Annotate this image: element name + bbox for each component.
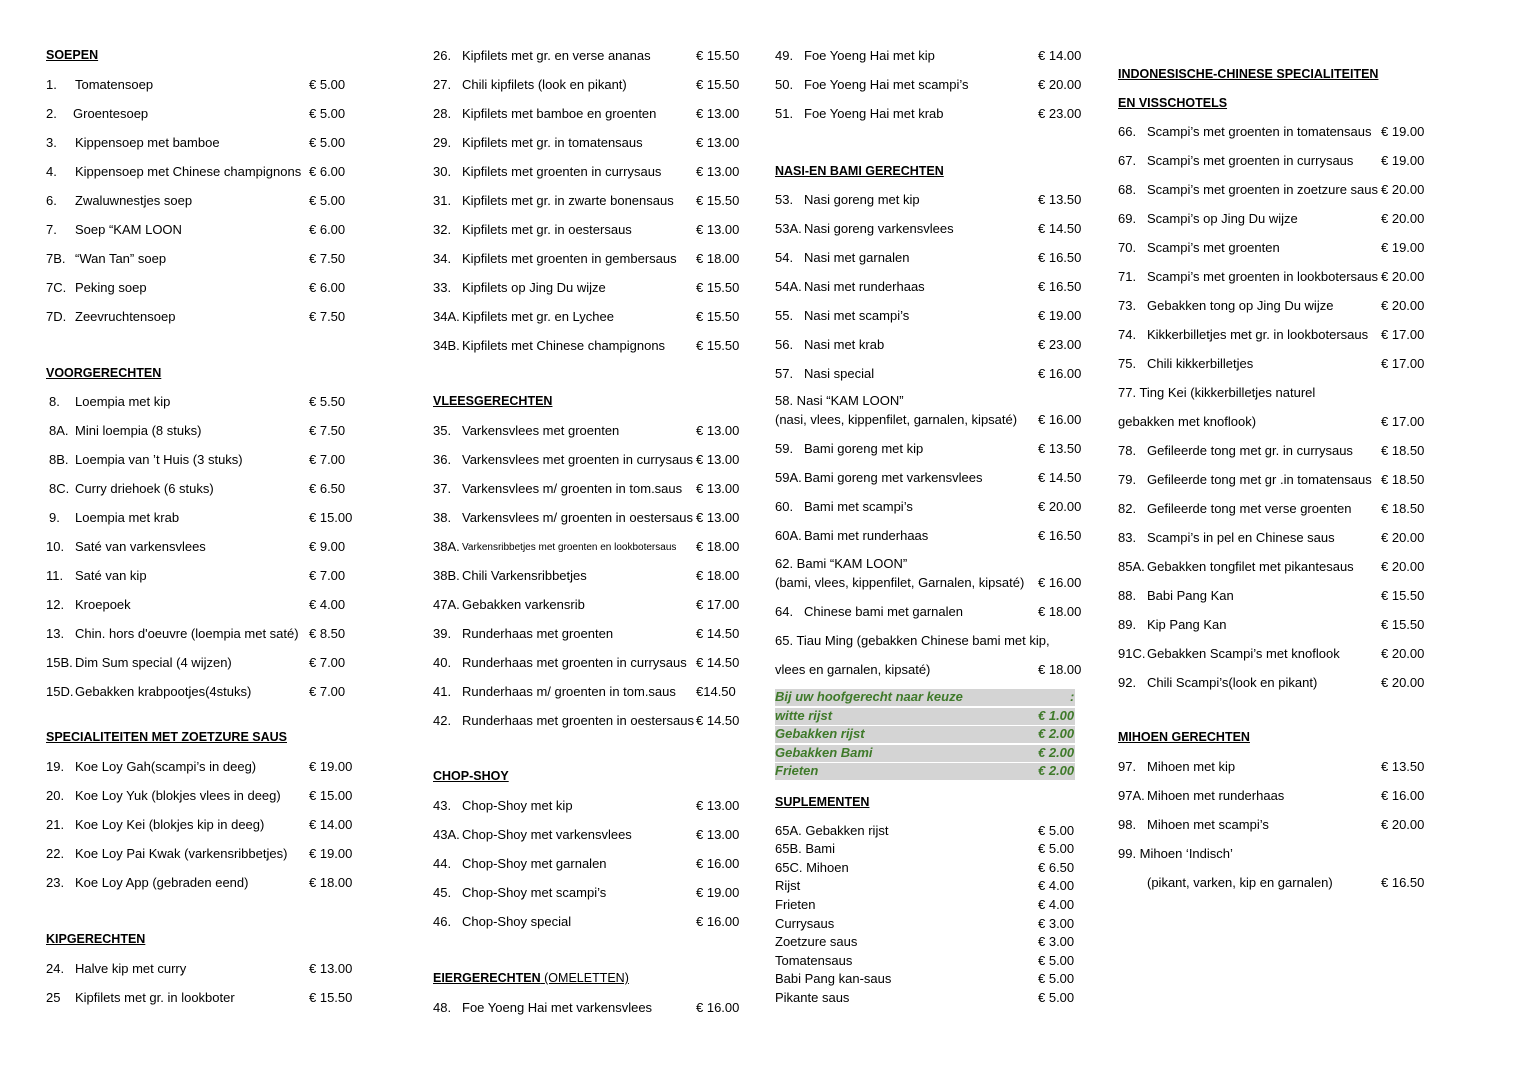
section-title-soepen: SOEPEN bbox=[46, 48, 99, 62]
menu-item: 99. Mihoen ‘Indisch’ bbox=[1118, 846, 1233, 861]
menu-item: 77. Ting Kei (kikkerbilletjes naturel bbox=[1118, 385, 1316, 400]
menu-item: 37. Varkensvlees m/ groenten in tom.saus € 13.00 bbox=[433, 481, 740, 496]
menu-item: 98. Mihoen met scampi’s € 20.00 bbox=[1118, 817, 1425, 832]
keuze-item: witte rijst € 1.00 bbox=[775, 708, 1075, 723]
menu-item: 35. Varkensvlees met groenten € 13.00 bbox=[433, 423, 740, 438]
menu-item: 38. Varkensvlees m/ groenten in oestersaus € 13.00 bbox=[433, 510, 740, 525]
section-title-voorgerechten: VOORGERECHTEN bbox=[46, 366, 162, 380]
menu-item: 56. Nasi met krab € 23.00 bbox=[775, 337, 1082, 352]
menu-item: 7. Soep “KAM LOON € 6.00 bbox=[46, 222, 346, 237]
menu-item: 47A. Gebakken varkensrib € 17.00 bbox=[433, 597, 740, 612]
menu-item: 44. Chop-Shoy met garnalen € 16.00 bbox=[433, 856, 740, 871]
menu-item: 21. Koe Loy Kei (blokjes kip in deeg) € 14.00 bbox=[46, 817, 353, 832]
menu-item: 8C. Curry driehoek (6 stuks) € 6.50 bbox=[49, 481, 346, 496]
supplement-item: Zoetzure saus € 3.00 bbox=[775, 934, 1075, 949]
menu-item: 4. Kippensoep met Chinese champignons € 6.00 bbox=[46, 164, 346, 179]
menu-item: (pikant, varken, kip en garnalen) € 16.50 bbox=[1147, 875, 1425, 890]
menu-item: 60A. Bami met runderhaas € 16.50 bbox=[775, 528, 1082, 543]
menu-item: 89. Kip Pang Kan € 15.50 bbox=[1118, 617, 1425, 632]
keuze-item: Gebakken rijst € 2.00 bbox=[775, 726, 1075, 741]
supplement-item: 65A. Gebakken rijst € 5.00 bbox=[775, 823, 1075, 838]
menu-item: (bami, vlees, kippenfilet, Garnalen, kipsaté) € 16.00 bbox=[775, 575, 1082, 590]
menu-item: 27. Chili kipfilets (look en pikant) € 15.50 bbox=[433, 77, 740, 92]
menu-item: 30. Kipfilets met groenten in currysaus € 13.00 bbox=[433, 164, 740, 179]
menu-item: 39. Runderhaas met groenten € 14.50 bbox=[433, 626, 740, 641]
supplement-item: Currysaus € 3.00 bbox=[775, 916, 1075, 931]
menu-item: 25 Kipfilets met gr. in lookboter € 15.50 bbox=[46, 990, 353, 1005]
menu-item: 51. Foe Yoeng Hai met krab € 23.00 bbox=[775, 106, 1082, 121]
menu-item: 78. Gefileerde tong met gr. in currysaus € 18.50 bbox=[1118, 443, 1425, 458]
menu-item: 62. Bami “KAM LOON” bbox=[775, 556, 908, 571]
menu-item: 41. Runderhaas m/ groenten in tom.saus €14.50 bbox=[433, 684, 736, 699]
menu-item: 50. Foe Yoeng Hai met scampi’s € 20.00 bbox=[775, 77, 1082, 92]
menu-item: 91C. Gebakken Scampi’s met knoflook € 20.00 bbox=[1118, 646, 1425, 661]
menu-item: 36. Varkensvlees met groenten in currysaus € 13.00 bbox=[433, 452, 740, 467]
menu-item: 7C. Peking soep € 6.00 bbox=[46, 280, 346, 295]
menu-item: 13. Chin. hors d'oeuvre (loempia met saté) € 8.50 bbox=[46, 626, 346, 641]
menu-item: 20. Koe Loy Yuk (blokjes vlees in deeg) € 15.00 bbox=[46, 788, 353, 803]
menu-item: 22. Koe Loy Pai Kwak (varkensribbetjes) € 19.00 bbox=[46, 846, 353, 861]
menu-item: 88. Babi Pang Kan € 15.50 bbox=[1118, 588, 1425, 603]
keuze-item: Gebakken Bami € 2.00 bbox=[775, 745, 1075, 760]
menu-item: 28. Kipfilets met bamboe en groenten € 13.00 bbox=[433, 106, 740, 121]
menu-item: 75. Chili kikkerbilletjes € 17.00 bbox=[1118, 356, 1425, 371]
menu-item: 97A. Mihoen met runderhaas € 16.00 bbox=[1118, 788, 1425, 803]
menu-item: 58. Nasi “KAM LOON” bbox=[775, 393, 904, 408]
supplement-item: 65B. Bami € 5.00 bbox=[775, 841, 1075, 856]
keuze-title: Bij uw hoofgerecht naar keuze : bbox=[775, 689, 1075, 704]
menu-item: 59A. Bami goreng met varkensvlees € 14.50 bbox=[775, 470, 1082, 485]
menu-item: 26. Kipfilets met gr. en verse ananas € 15.50 bbox=[433, 48, 740, 63]
menu-item: 6. Zwaluwnestjes soep € 5.00 bbox=[46, 193, 346, 208]
menu-item: 54. Nasi met garnalen € 16.50 bbox=[775, 250, 1082, 265]
menu-item: 68. Scampi’s met groenten in zoetzure saus € 20.00 bbox=[1118, 182, 1425, 197]
menu-item: 92. Chili Scampi’s(look en pikant) € 20.00 bbox=[1118, 675, 1425, 690]
supplement-item: Rijst € 4.00 bbox=[775, 878, 1075, 893]
menu-item: 42. Runderhaas met groenten in oestersaus € 14.50 bbox=[433, 713, 740, 728]
menu-item: 54A. Nasi met runderhaas € 16.50 bbox=[775, 279, 1082, 294]
menu-item: 9. Loempia met krab € 15.00 bbox=[49, 510, 353, 525]
menu-item: 34B. Kipfilets met Chinese champignons € 15.50 bbox=[433, 338, 740, 353]
section-title-indo-2: EN VISSCHOTELS bbox=[1118, 96, 1228, 110]
menu-item: vlees en garnalen, kipsaté) € 18.00 bbox=[775, 662, 1082, 677]
menu-item: 74. Kikkerbilletjes met gr. in lookbotersaus € 17.00 bbox=[1118, 327, 1425, 342]
menu-item: 57. Nasi special € 16.00 bbox=[775, 366, 1082, 381]
menu-item: 55. Nasi met scampi’s € 19.00 bbox=[775, 308, 1082, 323]
section-title-vlees: VLEESGERECHTEN bbox=[433, 394, 553, 408]
menu-item: 73. Gebakken tong op Jing Du wijze € 20.00 bbox=[1118, 298, 1425, 313]
menu-item: 1. Tomatensoep € 5.00 bbox=[46, 77, 346, 92]
menu-item: gebakken met knoflook) € 17.00 bbox=[1118, 414, 1425, 429]
menu-item: 66. Scampi’s met groenten in tomatensaus € 19.00 bbox=[1118, 124, 1425, 139]
menu-item: 97. Mihoen met kip € 13.50 bbox=[1118, 759, 1425, 774]
menu-item: 23. Koe Loy App (gebraden eend) € 18.00 bbox=[46, 875, 353, 890]
menu-item: 8B. Loempia van ’t Huis (3 stuks) € 7.00 bbox=[49, 452, 346, 467]
menu-item: 79. Gefileerde tong met gr .in tomatensaus € 18.50 bbox=[1118, 472, 1425, 487]
menu-item: 7D. Zeevruchtensoep € 7.50 bbox=[46, 309, 346, 324]
supplement-item: Babi Pang kan-saus € 5.00 bbox=[775, 971, 1075, 986]
menu-item: 67. Scampi’s met groenten in currysaus € 19.00 bbox=[1118, 153, 1425, 168]
menu-item: 48. Foe Yoeng Hai met varkensvlees € 16.00 bbox=[433, 1000, 740, 1015]
menu-item: 85A. Gebakken tongfilet met pikantesaus € 20.00 bbox=[1118, 559, 1425, 574]
menu-item: 69. Scampi’s op Jing Du wijze € 20.00 bbox=[1118, 211, 1425, 226]
menu-item: 33. Kipfilets op Jing Du wijze € 15.50 bbox=[433, 280, 740, 295]
menu-item: 83. Scampi’s in pel en Chinese saus € 20.00 bbox=[1118, 530, 1425, 545]
menu-item: 53. Nasi goreng met kip € 13.50 bbox=[775, 192, 1082, 207]
menu-item: 8A. Mini loempia (8 stuks) € 7.50 bbox=[49, 423, 346, 438]
menu-item: 45. Chop-Shoy met scampi’s € 19.00 bbox=[433, 885, 740, 900]
menu-item: (nasi, vlees, kippenfilet, garnalen, kipsaté) € 16.00 bbox=[775, 412, 1082, 427]
menu-item: 34A. Kipfilets met gr. en Lychee € 15.50 bbox=[433, 309, 740, 324]
menu-item: 43. Chop-Shoy met kip € 13.00 bbox=[433, 798, 740, 813]
menu-item: 70. Scampi’s met groenten € 19.00 bbox=[1118, 240, 1425, 255]
menu-item: 46. Chop-Shoy special € 16.00 bbox=[433, 914, 740, 929]
menu-item: 2. Groentesoep € 5.00 bbox=[46, 106, 346, 121]
menu-item: 11. Saté van kip € 7.00 bbox=[46, 568, 346, 583]
menu-item: 53A. Nasi goreng varkensvlees € 14.50 bbox=[775, 221, 1082, 236]
menu-item: 71. Scampi’s met groenten in lookbotersaus € 20.00 bbox=[1118, 269, 1425, 284]
menu-item: 31. Kipfilets met gr. in zwarte bonensaus € 15.50 bbox=[433, 193, 740, 208]
menu-item: 24. Halve kip met curry € 13.00 bbox=[46, 961, 353, 976]
section-title-ei: EIERGERECHTEN (OMELETTEN) bbox=[433, 971, 629, 985]
menu-item: 34. Kipfilets met groenten in gembersaus € 18.00 bbox=[433, 251, 740, 266]
menu-item: 10. Saté van varkensvlees € 9.00 bbox=[46, 539, 346, 554]
supplement-item: 65C. Mihoen € 6.50 bbox=[775, 860, 1075, 875]
menu-item: 60. Bami met scampi’s € 20.00 bbox=[775, 499, 1082, 514]
section-title-chop: CHOP-SHOY bbox=[433, 769, 509, 783]
menu-item: 32. Kipfilets met gr. in oestersaus € 13.00 bbox=[433, 222, 740, 237]
menu-item: 38A. Varkensribbetjes met groenten en lookbotersaus € 18.00 bbox=[433, 539, 740, 554]
supplement-item: Frieten € 4.00 bbox=[775, 897, 1075, 912]
supplement-item: Pikante saus € 5.00 bbox=[775, 990, 1075, 1005]
menu-item: 49. Foe Yoeng Hai met kip € 14.00 bbox=[775, 48, 1082, 63]
menu-item: 64. Chinese bami met garnalen € 18.00 bbox=[775, 604, 1082, 619]
keuze-item: Frieten € 2.00 bbox=[775, 763, 1075, 778]
menu-item: 19. Koe Loy Gah(scampi’s in deeg) € 19.00 bbox=[46, 759, 353, 774]
menu-item: 15D. Gebakken krabpootjes(4stuks) € 7.00 bbox=[46, 684, 346, 699]
section-title-zoetzuur: SPECIALITEITEN MET ZOETZURE SAUS bbox=[46, 730, 287, 744]
section-title-indo-1: INDONESISCHE-CHINESE SPECIALITEITEN bbox=[1118, 67, 1379, 81]
section-title-kip: KIPGERECHTEN bbox=[46, 932, 146, 946]
section-title-mihoen: MIHOEN GERECHTEN bbox=[1118, 730, 1250, 744]
section-title-nasi: NASI-EN BAMI GERECHTEN bbox=[775, 164, 944, 178]
section-title-suplementen: SUPLEMENTEN bbox=[775, 795, 870, 809]
menu-item: 3. Kippensoep met bamboe € 5.00 bbox=[46, 135, 346, 150]
menu-item: 38B. Chili Varkensribbetjes € 18.00 bbox=[433, 568, 740, 583]
menu-item: 12. Kroepoek € 4.00 bbox=[46, 597, 346, 612]
menu-item: 8. Loempia met kip € 5.50 bbox=[49, 394, 346, 409]
menu-item: 59. Bami goreng met kip € 13.50 bbox=[775, 441, 1082, 456]
menu-item: 40. Runderhaas met groenten in currysaus € 14.50 bbox=[433, 655, 740, 670]
menu-item: 43A. Chop-Shoy met varkensvlees € 13.00 bbox=[433, 827, 740, 842]
menu-item: 82. Gefileerde tong met verse groenten € 18.50 bbox=[1118, 501, 1425, 516]
menu-item: 65. Tiau Ming (gebakken Chinese bami met kip, bbox=[775, 633, 1050, 648]
supplement-item: Tomatensaus € 5.00 bbox=[775, 953, 1075, 968]
menu-item: 7B. “Wan Tan” soep € 7.50 bbox=[46, 251, 346, 266]
menu-item: 15B. Dim Sum special (4 wijzen) € 7.00 bbox=[46, 655, 346, 670]
menu-item: 29. Kipfilets met gr. in tomatensaus € 13.00 bbox=[433, 135, 740, 150]
